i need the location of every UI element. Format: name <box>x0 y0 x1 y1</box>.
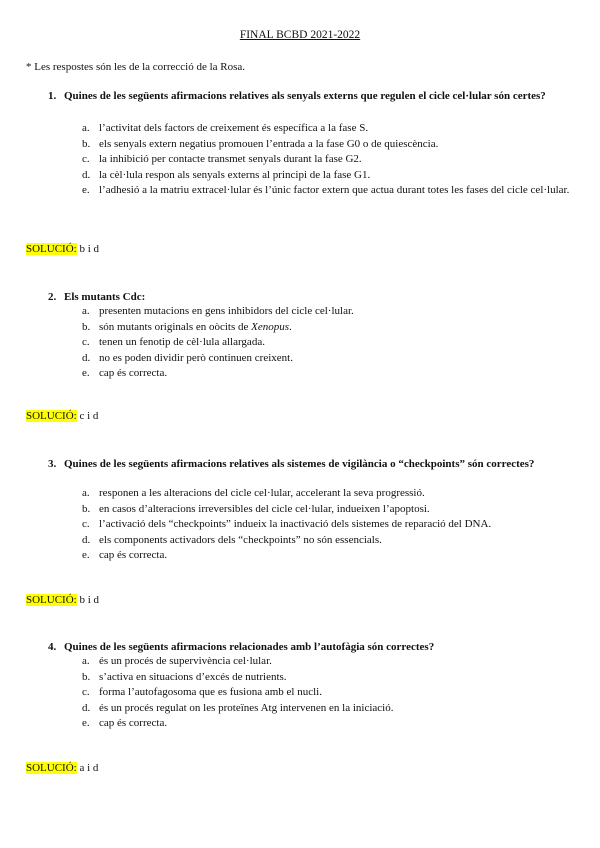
question-3 <box>48 457 572 472</box>
option-d: d. els components activadors dels “checkpoints” no són essencials. <box>82 533 382 546</box>
option-e: e. l’adhesió a la matriu extracel·lular és l’únic factor extern que actua durant totes les fases del cicle cel·lular. <box>82 184 570 197</box>
option-a: a. responen a les alteracions del cicle cel·lular, accelerant la seva progressió. <box>82 487 425 499</box>
question-4 <box>48 640 572 655</box>
option-c: c. tenen un fenotip de cèl·lula allargada. <box>82 336 265 349</box>
option-c: c. la inhibició per contacte transmet senyals durant la fase G2. <box>82 153 362 166</box>
question-number: 3. <box>48 458 57 470</box>
question-text: Quines de les següents afirmacions relatives als senyals externs que regulen el cicle cel·lular són certes? <box>64 90 546 102</box>
options-list-3 <box>82 486 572 564</box>
option-e: e. cap és correcta. <box>82 367 168 380</box>
option-b: b. s’activa en situacions d’excés de nutrients. <box>82 670 287 683</box>
options-list-4 <box>82 654 572 732</box>
option-a: a. és un procés de supervivència cel·lular. <box>82 655 272 667</box>
option-d: d. no es poden dividir però continuen creixent. <box>82 351 293 364</box>
question-number: 1. <box>48 90 57 102</box>
question-1 <box>48 89 572 104</box>
option-italic: Xenopus <box>251 320 290 333</box>
note-text: * Les respostes són les de la correcció de la Rosa. <box>26 61 246 73</box>
solution-label: SOLUCIÓ: <box>26 594 77 606</box>
options-list-1 <box>82 121 572 199</box>
solution-label: SOLUCIÓ: <box>26 243 77 255</box>
question-number: 2. <box>48 291 57 303</box>
options-list-2 <box>82 304 572 382</box>
question-text: Quines de les següents afirmacions relatives als sistemes de vigilància o “checkpoints” són correctes? <box>64 458 535 470</box>
solution-2 <box>26 410 98 422</box>
question-number: 4. <box>48 641 57 653</box>
option-c: c. forma l’autofagosoma que es fusiona amb el nucli. <box>82 686 322 699</box>
option-d: d. la cèl·lula respon als senyals externs al principi de la fase G1. <box>82 168 371 181</box>
question-2 <box>48 290 572 305</box>
document-title: FINAL BCBD 2021-2022 <box>239 29 361 41</box>
solution-value: b i d <box>79 243 100 255</box>
solution-value: a i d <box>79 762 99 774</box>
option-a: a. presenten mutacions en gens inhibidors del cicle cel·lular. <box>82 305 354 317</box>
option-a: a. l’activitat dels factors de creixement és específica a la fase S. <box>82 122 369 134</box>
option-b: b. els senyals extern negatius promouen l’entrada a la fase G0 o de quiescència. <box>82 137 439 150</box>
option-d: d. és un procés regulat on les proteïnes Atg intervenen en la iniciació. <box>82 701 394 714</box>
option-b: b. en casos d’alteracions irreversibles del cicle cel·lular, indueixen l’apoptosi. <box>82 502 430 515</box>
question-text: Els mutants Cdc: <box>64 291 146 303</box>
solution-1 <box>26 243 99 255</box>
solution-label: SOLUCIÓ: <box>26 762 77 774</box>
option-e: e. cap és correcta. <box>82 717 168 730</box>
solution-value: b i d <box>79 594 100 606</box>
solution-3 <box>26 594 99 606</box>
solution-value: c i d <box>79 410 99 422</box>
solution-label: SOLUCIÓ: <box>26 410 77 422</box>
option-b: b. són mutants originals en oòcits de Xenopus. <box>82 320 292 333</box>
solution-4 <box>26 762 98 774</box>
question-text: Quines de les següents afirmacions relacionades amb l’autofàgia són correctes? <box>64 641 435 653</box>
option-c: c. l’activació dels “checkpoints” indueix la inactivació dels sistemes de reparació del DNA. <box>82 518 492 531</box>
option-e: e. cap és correcta. <box>82 549 168 562</box>
